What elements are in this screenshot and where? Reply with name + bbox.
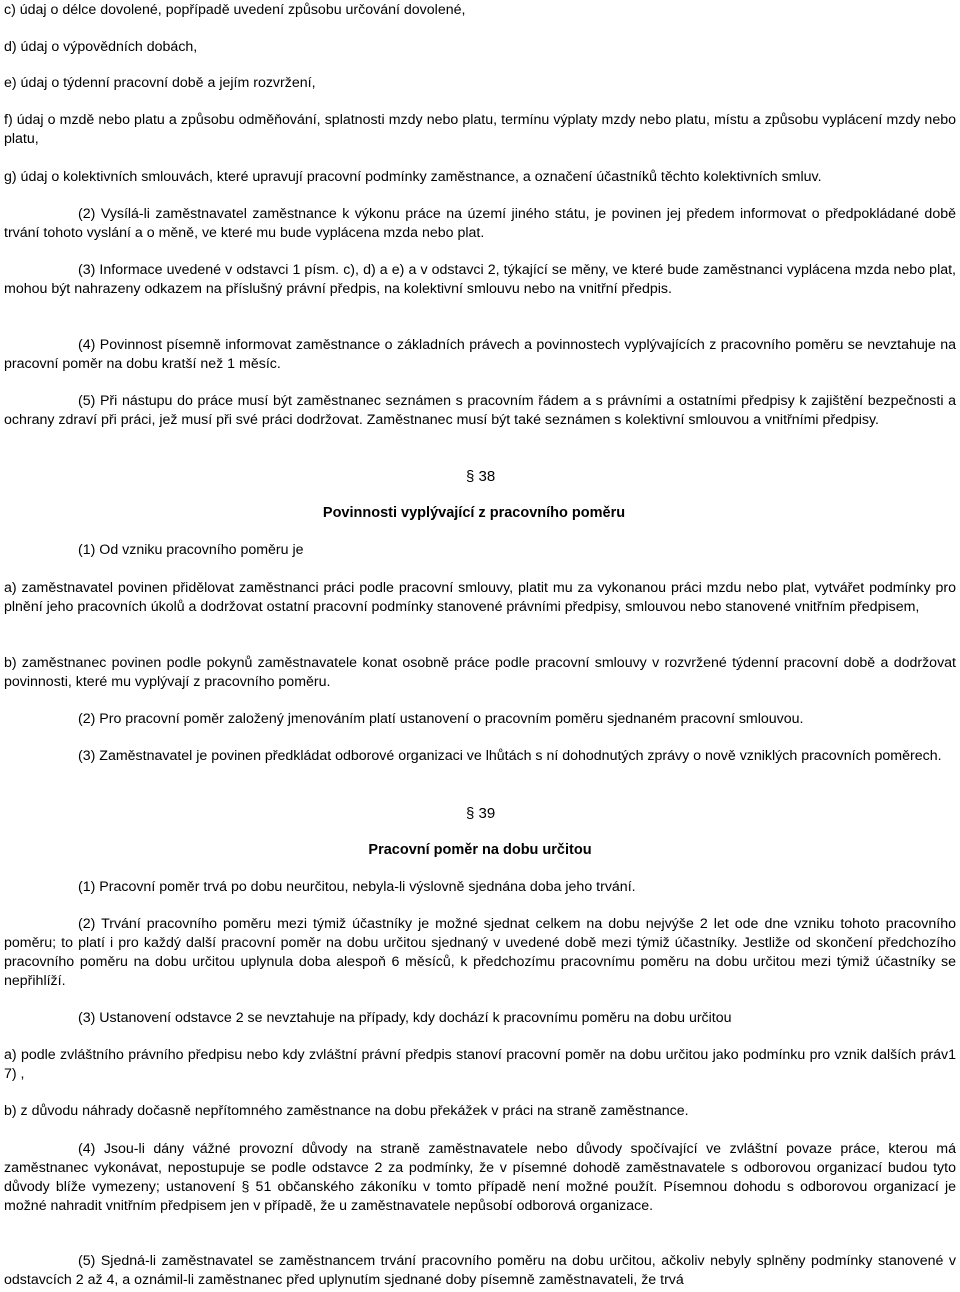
section-39-p3: (3) Ustanovení odstavce 2 se nevztahuje na případy, kdy dochází k pracovnímu poměru na dobu určitou	[78, 1010, 732, 1026]
section-38-p3: (3) Zaměstnavatel je povinen předkládat odborové organizaci ve lhůtách s ní dohodnutých zprávy o nově vzniklých pracovních poměrech.	[78, 748, 942, 764]
section-38-item-a: a) zaměstnavatel povinen přidělovat zaměstnanci práci podle pracovní smlouvy, platit mu za vykonanou práci mzdu nebo plat, vytvářet podmínky pro plnění jeho pracovních úkolů a dodržovat ostatní pracovní podmínky stanovené právními předpisy, smlouvou nebo stanovené vnitřním předpisem,	[4, 580, 956, 615]
item-c: c) údaj o délce dovolené, popřípadě uvedení způsobu určování dovolené,	[4, 2, 466, 18]
paragraph-37-5: (5) Při nástupu do práce musí být zaměstnanec seznámen s pracovním řádem a s právními a ostatními předpisy k zajištění bezpečnosti a ochrany zdraví při práci, jež musí při své práci dodržovat. Zaměstnanec musí být také seznámen s kolektivní smlouvou a vnitřními předpisy.	[4, 393, 956, 428]
paragraph-37-4: (4) Povinnost písemně informovat zaměstnance o základních právech a povinnostech vyplývajících z pracovního poměru se nevztahuje na pracovní poměr na dobu kratší než 1 měsíc.	[4, 337, 956, 372]
item-f: f) údaj o mzdě nebo platu a způsobu odměňování, splatnosti mzdy nebo platu, termínu výplaty mzdy nebo platu, místu a způsobu vyplácení mzdy nebo platu,	[4, 112, 956, 147]
section-39-p4: (4) Jsou-li dány vážné provozní důvody na straně zaměstnavatele nebo důvody spočívající ve zvláštní povaze práce, kterou má zaměstnanec vykonávat, nepostupuje se podle odstavce 2 za podmínky, že v písemné dohodě zaměstnavatele s odborovou organizací budou tyto důvody blíže vymezeny; ustanovení § 51 občanského zákoníku v tomto případě není možné použít. Písemnou dohodu s odborovou organizací je možné nahradit vnitřním předpisem jen v případě, že u zaměstnavatele nepůsobí odborová organizace.	[4, 1141, 956, 1214]
section-38-number: § 38	[466, 468, 496, 485]
item-d: d) údaj o výpovědních dobách,	[4, 39, 198, 55]
section-39-p2: (2) Trvání pracovního poměru mezi týmiž účastníky je možné sjednat celkem na dobu nejvýše 2 let ode dne vzniku tohoto pracovního poměru; to platí i pro každý další pracovní poměr na dobu určitou sjednaný v uvedené době mezi týmiž účastníky. Jestliže od skončení předchozího pracovního poměru na dobu určitou uplynula doba alespoň 6 měsíců, k předchozímu pracovnímu poměru na dobu určitou mezi týmiž účastníky se nepřihlíží.	[4, 916, 956, 989]
section-39-item-b: b) z důvodu náhrady dočasně nepřítomného zaměstnance na dobu překážek v práci na straně zaměstnance.	[4, 1103, 689, 1119]
paragraph-37-3: (3) Informace uvedené v odstavci 1 písm. c), d) a e) a v odstavci 2, týkající se měny, ve které bude zaměstnanci vyplácena mzda nebo plat, mohou být nahrazeny odkazem na příslušný právní předpis, na kolektivní smlouvu nebo na vnitřní předpis.	[4, 262, 956, 297]
section-38-p2: (2) Pro pracovní poměr založený jmenováním platí ustanovení o pracovním poměru sjednaném pracovní smlouvou.	[78, 711, 804, 727]
item-e: e) údaj o týdenní pracovní době a jejím rozvržení,	[4, 75, 316, 91]
item-g: g) údaj o kolektivních smlouvách, které upravují pracovní podmínky zaměstnance, a označení účastníků těchto kolektivních smluv.	[4, 169, 822, 185]
section-39-title: Pracovní poměr na dobu určitou	[368, 842, 592, 858]
section-39-p1: (1) Pracovní poměr trvá po dobu neurčitou, nebyla-li výslovně sjednána doba jeho trvání.	[78, 879, 636, 895]
section-39-number: § 39	[466, 805, 496, 822]
section-38-p1-intro: (1) Od vzniku pracovního poměru je	[78, 542, 304, 558]
section-38-item-b: b) zaměstnanec povinen podle pokynů zaměstnavatele konat osobně práce podle pracovní smlouvy v rozvržené týdenní pracovní době a dodržovat povinnosti, které mu vyplývají z pracovního poměru.	[4, 655, 956, 690]
section-38-title: Povinnosti vyplývající z pracovního poměru	[322, 505, 626, 521]
section-39-item-a: a) podle zvláštního právního předpisu nebo kdy zvláštní právní předpis stanoví pracovní poměr na dobu určitou jako podmínku pro vznik dalších práv1 7) ,	[4, 1047, 956, 1082]
paragraph-37-2: (2) Vysílá-li zaměstnavatel zaměstnance k výkonu práce na území jiného státu, je povinen jej předem informovat o předpokládané době trvání tohoto vyslání a o měně, ve které mu bude vyplácena mzda nebo plat.	[4, 206, 956, 241]
section-39-p5: (5) Sjedná-li zaměstnavatel se zaměstnancem trvání pracovního poměru na dobu určitou, ačkoliv nebyly splněny podmínky stanovené v odstavcích 2 až 4, a oznámil-li zaměstnanec před uplynutím sjednané doby písemně zaměstnavateli, že trvá	[4, 1253, 956, 1288]
